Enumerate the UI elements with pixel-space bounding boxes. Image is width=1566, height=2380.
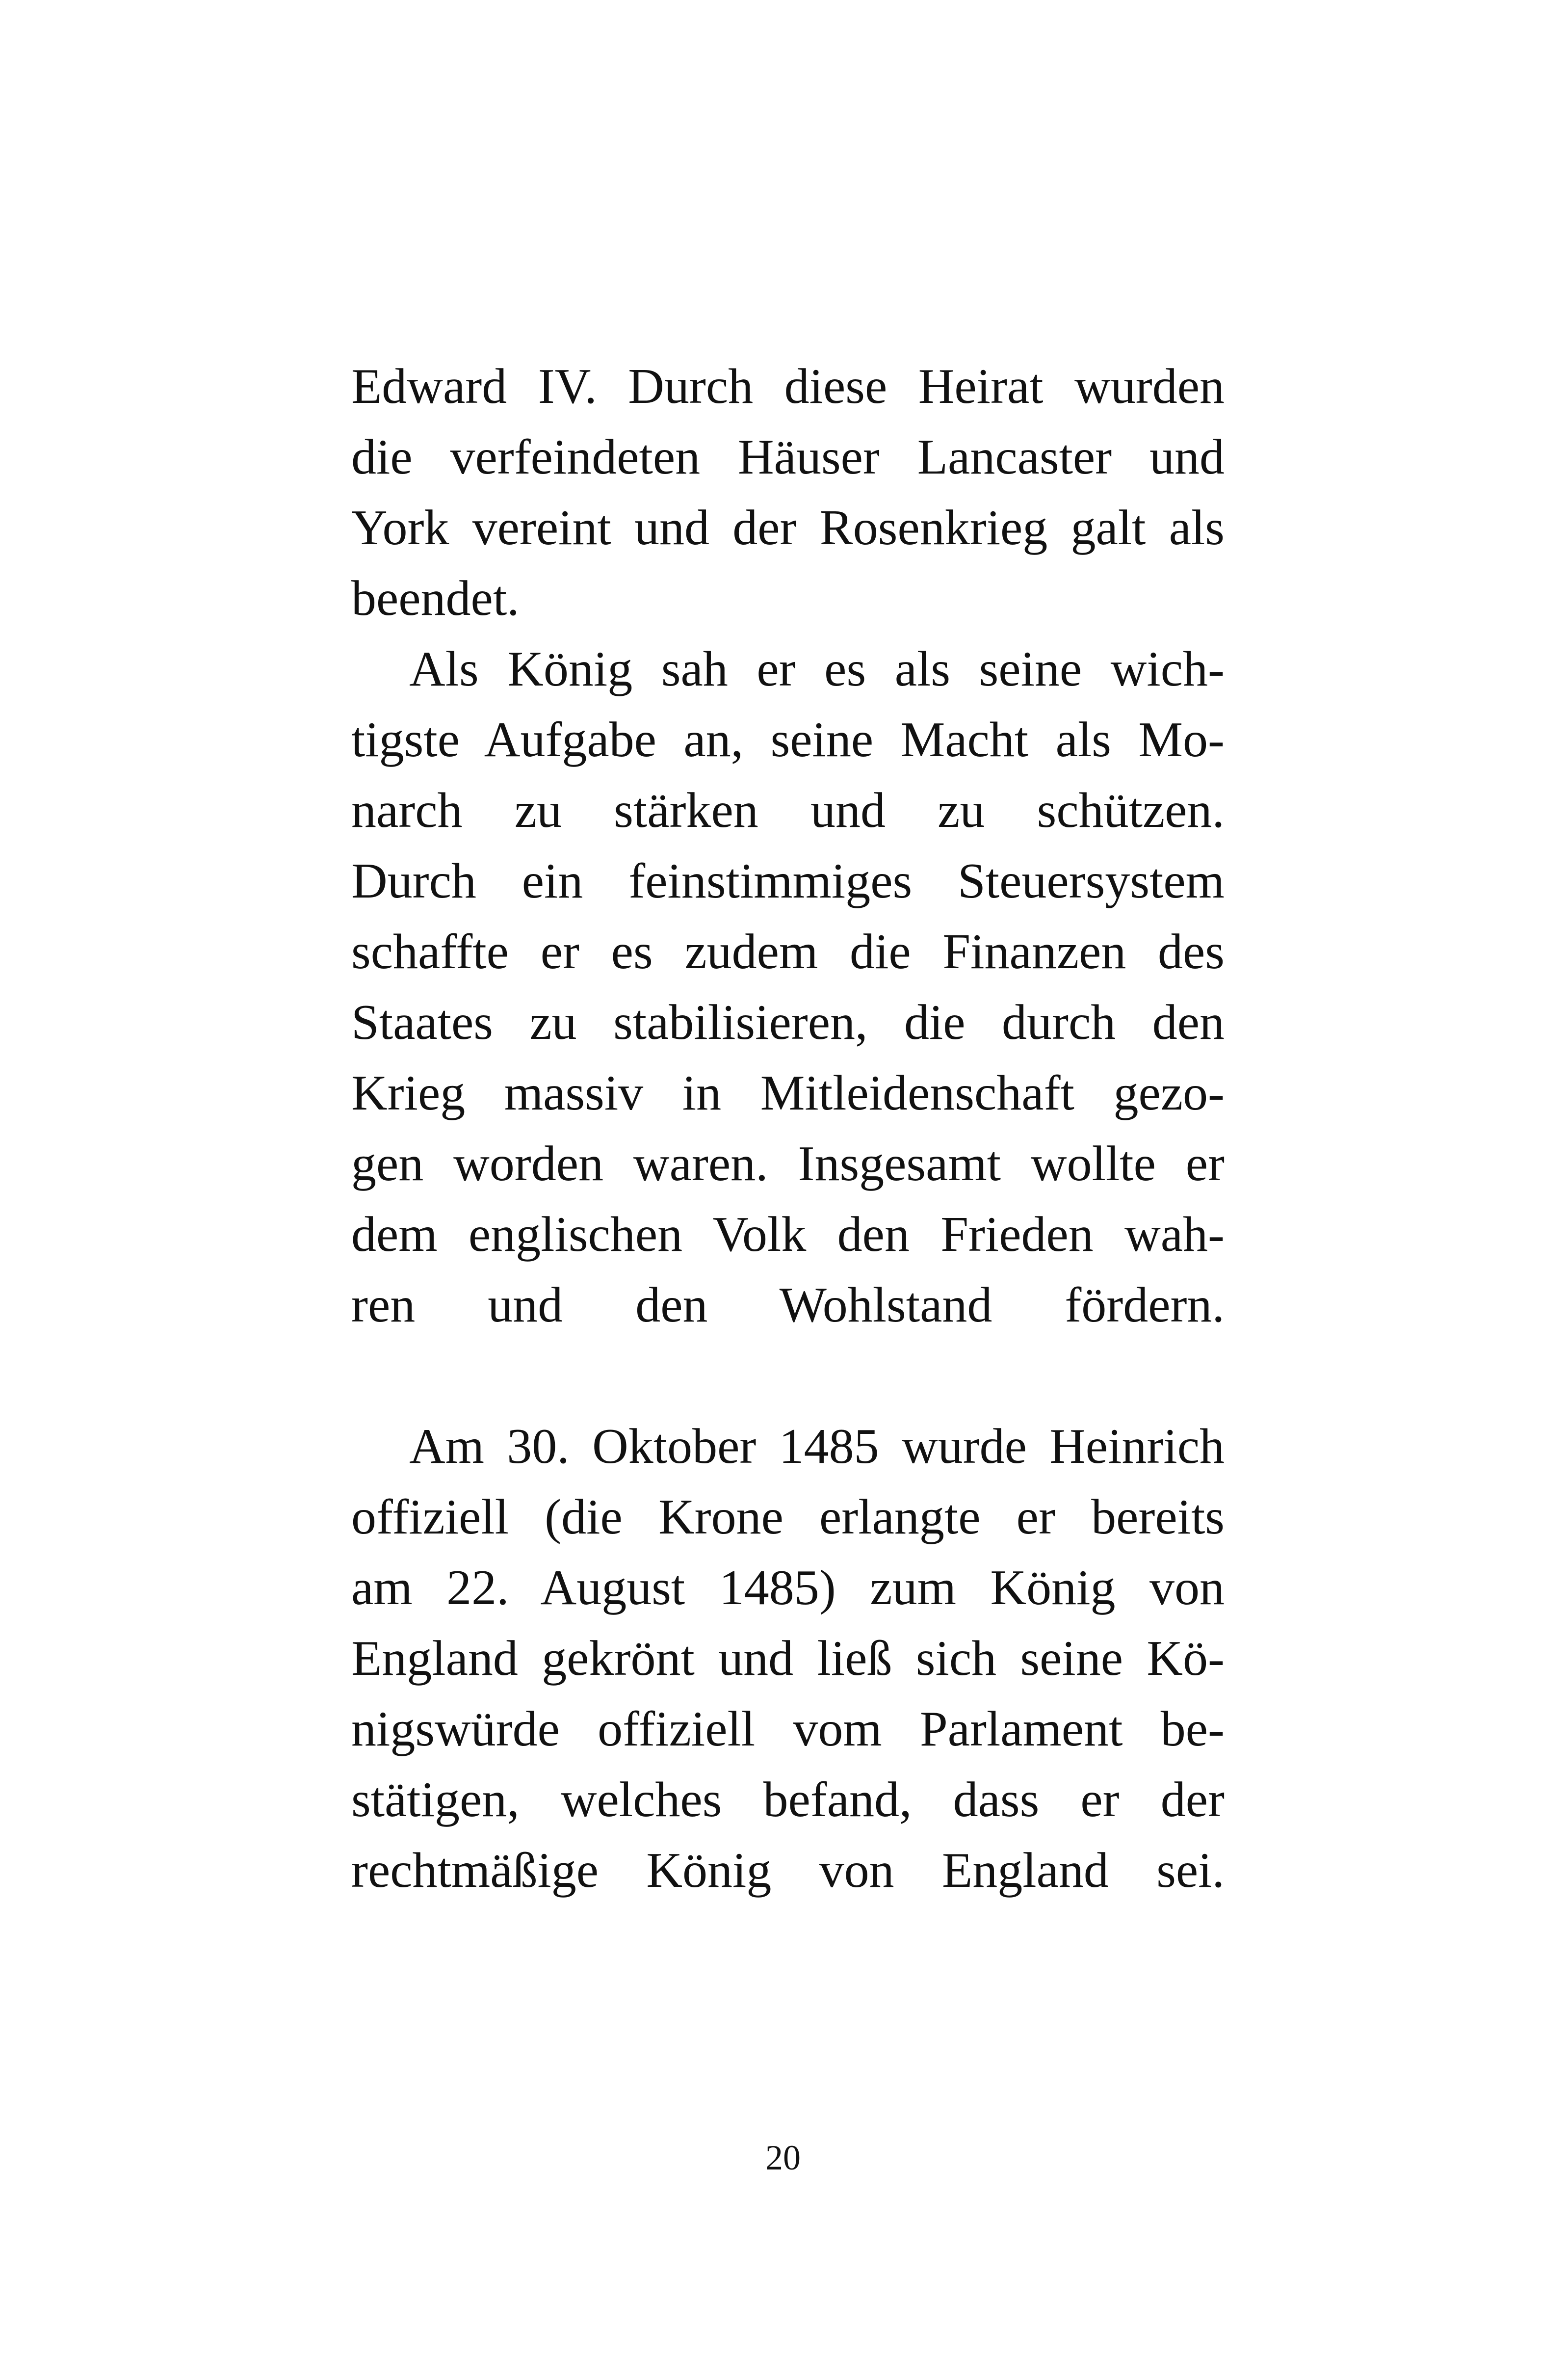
text-line: Edward IV. Durch diese Heirat wurden bbox=[351, 359, 1225, 414]
text-line: narch zu stärken und zu schützen. bbox=[351, 783, 1225, 838]
text-line: ren und den Wohlstand fördern. bbox=[351, 1277, 1225, 1333]
text-line: Staates zu stabilisieren, die durch den bbox=[351, 995, 1225, 1050]
text-line: schaffte er es zudem die Finanzen des bbox=[351, 924, 1225, 979]
text-line: Als König sah er es als seine wich- bbox=[409, 641, 1225, 697]
text-line: stätigen, welches befand, dass er der bbox=[351, 1772, 1225, 1827]
paragraph-1 bbox=[351, 351, 1225, 634]
text-line: Am 30. Oktober 1485 wurde Heinrich bbox=[409, 1419, 1225, 1474]
text-line: nigswürde offiziell vom Parlament be- bbox=[351, 1701, 1225, 1757]
text-line: England gekrönt und ließ sich seine Kö- bbox=[351, 1631, 1225, 1686]
text-line: York vereint und der Rosenkrieg galt als bbox=[351, 500, 1225, 555]
text-line: rechtmäßige König von England sei. bbox=[351, 1843, 1225, 1898]
text-line: gen worden waren. Insgesamt wollte er bbox=[351, 1136, 1225, 1191]
paragraph-3 bbox=[351, 1411, 1225, 1906]
text-line: offiziell (die Krone erlangte er bereits bbox=[351, 1489, 1225, 1545]
text-line: tigste Aufgabe an, seine Macht als Mo- bbox=[351, 712, 1225, 767]
text-line: Krieg massiv in Mitleidenschaft gezo- bbox=[351, 1065, 1225, 1121]
paragraph-2 bbox=[351, 634, 1225, 1341]
text-line: beendet. bbox=[351, 571, 520, 626]
text-line: dem englischen Volk den Frieden wah- bbox=[351, 1207, 1225, 1262]
text-line: die verfeindeten Häuser Lancaster und bbox=[351, 429, 1225, 485]
page-number: 20 bbox=[765, 2138, 801, 2177]
text-line: am 22. August 1485) zum König von bbox=[351, 1560, 1225, 1615]
text-line: Durch ein feinstimmiges Steuersystem bbox=[351, 853, 1225, 909]
